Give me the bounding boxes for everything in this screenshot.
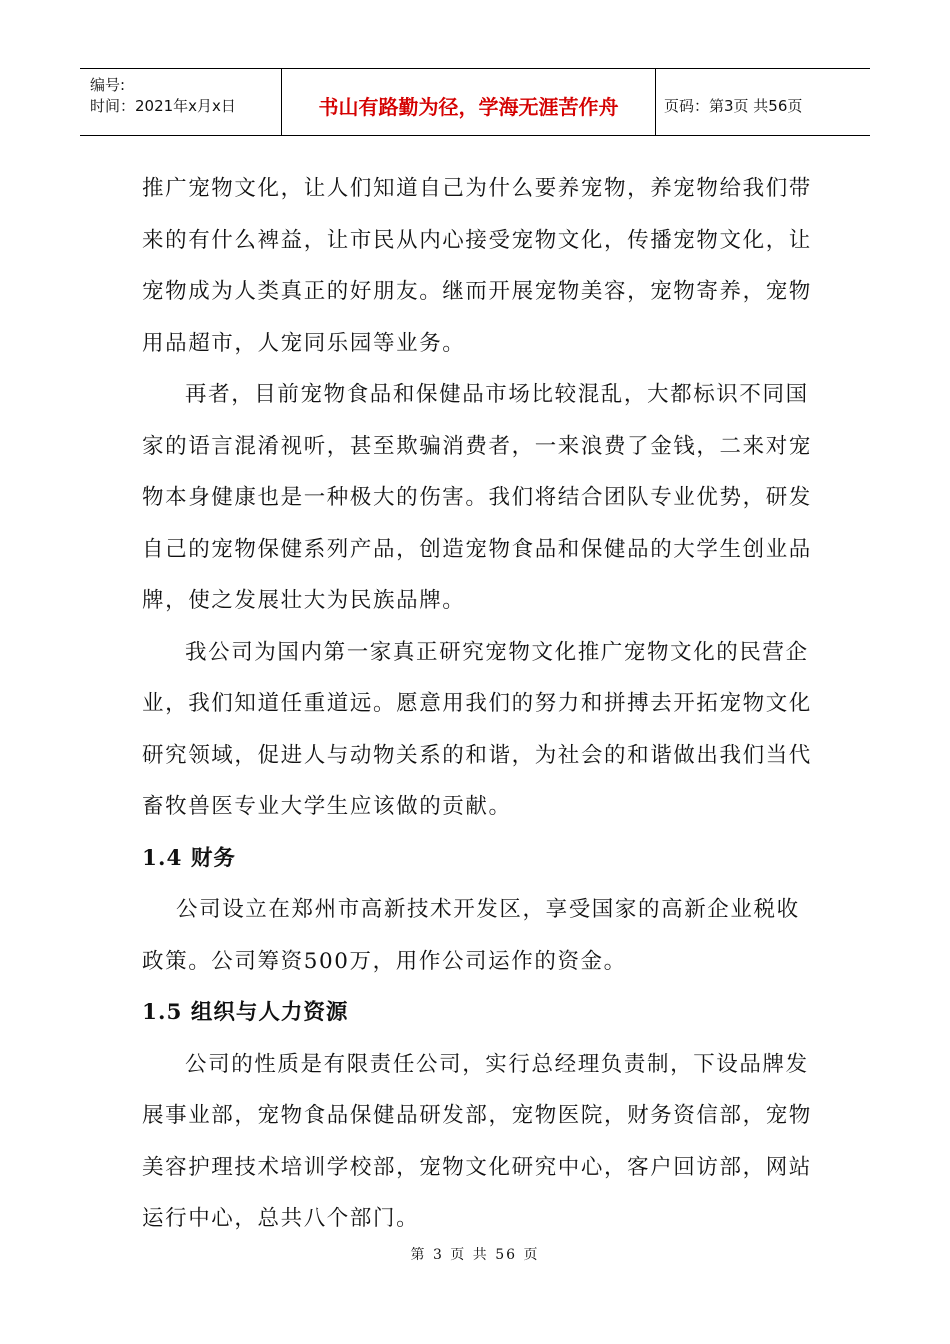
paragraph-organization: 公司的性质是有限责任公司，实行总经理负责制，下设品牌发展事业部，宠物食品保健品研发部，宠物医院，财务资信部，宠物美容护理技术培训学校部，宠物文化研究中心，客户回访部，网站运行中心，总共八个部门。 — [142, 1051, 812, 1231]
header-motto: 书山有路勤为径，学海无涯苦作舟 — [282, 69, 656, 135]
document-number-label: 编号: — [90, 76, 126, 94]
page-footer: 第 3 页 共 56 页 — [410, 1247, 540, 1263]
header-page-number: 页码：第3页 共56页 — [664, 96, 803, 115]
paragraph-culture: 推广宠物文化，让人们知道自己为什么要养宠物，养宠物给我们带来的有什么裨益，让市民从内心接受宠物文化，传播宠物文化，让宠物成为人类真正的好朋友。继而开展宠物美容，宠物寄养，宠物用品超市，人宠同乐园等业务。 — [142, 176, 812, 356]
heading-organization: 1.5 组织与人力资源 — [142, 1000, 349, 1025]
document-time-label: 时间：2021年x月x日 — [90, 97, 236, 115]
paragraph-mission: 我公司为国内第一家真正研究宠物文化推广宠物文化的民营企业，我们知道任重道远。愿意用我们的努力和拼搏去开拓宠物文化研究领域，促进人与动物关系的和谐，为社会的和谐做出我们当代畜牧兽医专业大学生应该做的贡献。 — [142, 639, 812, 819]
page-header — [80, 68, 870, 136]
paragraph-market: 再者，目前宠物食品和保健品市场比较混乱，大都标识不同国家的语言混淆视听，甚至欺骗消费者，一来浪费了金钱，二来对宠物本身健康也是一种极大的伤害。我们将结合团队专业优势，研发自己的宠物保健系列产品，创造宠物食品和保健品的大学生创业品牌，使之发展壮大为民族品牌。 — [142, 382, 812, 613]
paragraph-finance: 公司设立在郑州市高新技术开发区，享受国家的高新企业税收政策。公司筹资500万，用作公司运作的资金。 — [142, 897, 800, 974]
heading-finance: 1.4 财务 — [142, 845, 236, 871]
header-meta — [80, 69, 282, 135]
document-body — [142, 163, 814, 1245]
